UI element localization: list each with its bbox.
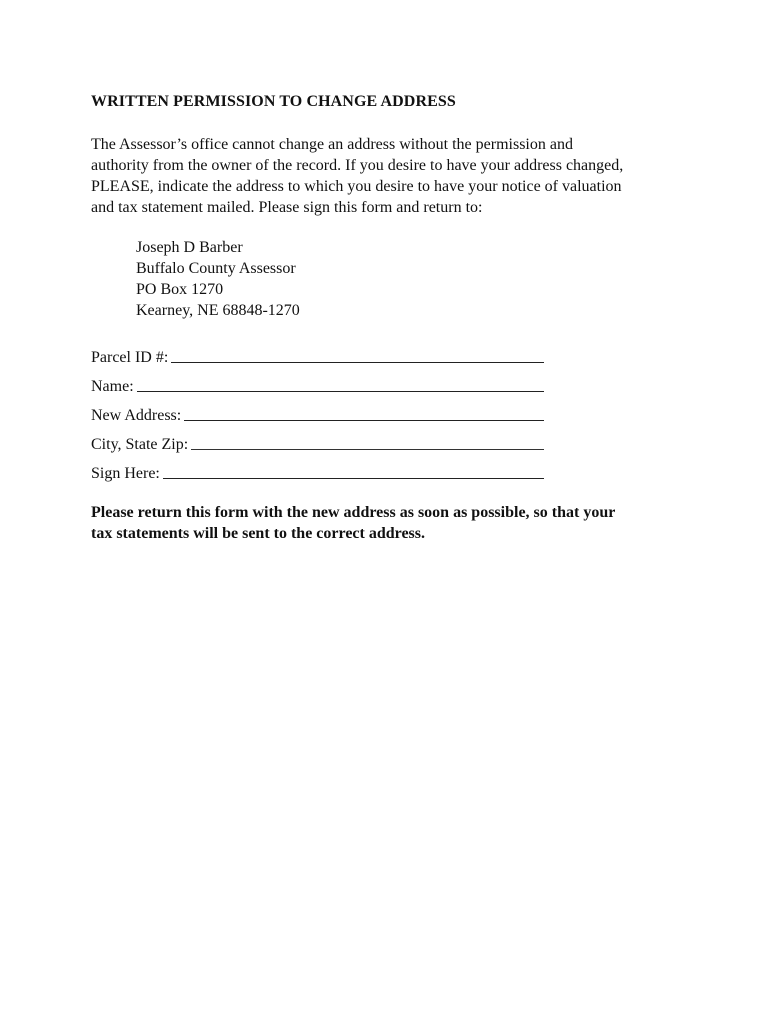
intro-paragraph [91,134,691,218]
intro-line: and tax statement mailed. Please sign this form and return to: [91,199,483,216]
intro-line: The Assessor’s office cannot change an address without the permission and [91,136,573,153]
form-fields [91,339,691,484]
signature-blank[interactable] [163,464,544,479]
city-state-zip-blank[interactable] [191,435,544,450]
parcel-id-blank[interactable] [171,348,544,363]
city-state-zip-field [91,426,544,455]
name-field [91,368,544,397]
signature-field [91,455,544,484]
address-name: Joseph D Barber [136,239,243,256]
address-city: Kearney, NE 68848-1270 [136,302,300,319]
notice-line: Please return this form with the new address as soon as possible, so that your [91,504,616,521]
address-office: Buffalo County Assessor [136,260,296,277]
parcel-id-field [91,339,544,368]
notice-line: tax statements will be sent to the correct address. [91,525,426,542]
city-state-zip-label: City, State Zip: [91,436,189,453]
name-blank[interactable] [137,377,544,392]
return-notice [91,502,691,544]
return-address [136,237,691,321]
new-address-field [91,397,544,426]
address-po-box: PO Box 1270 [136,281,224,298]
form-page [91,92,691,544]
new-address-blank[interactable] [184,406,544,421]
name-label: Name: [91,378,134,395]
intro-line: authority from the owner of the record. If you desire to have your address changed, [91,157,624,174]
new-address-label: New Address: [91,407,182,424]
form-title: WRITTEN PERMISSION TO CHANGE ADDRESS [91,93,456,110]
intro-line: PLEASE, indicate the address to which you desire to have your notice of valuation [91,178,622,195]
parcel-id-label: Parcel ID #: [91,349,169,366]
signature-label: Sign Here: [91,465,160,482]
